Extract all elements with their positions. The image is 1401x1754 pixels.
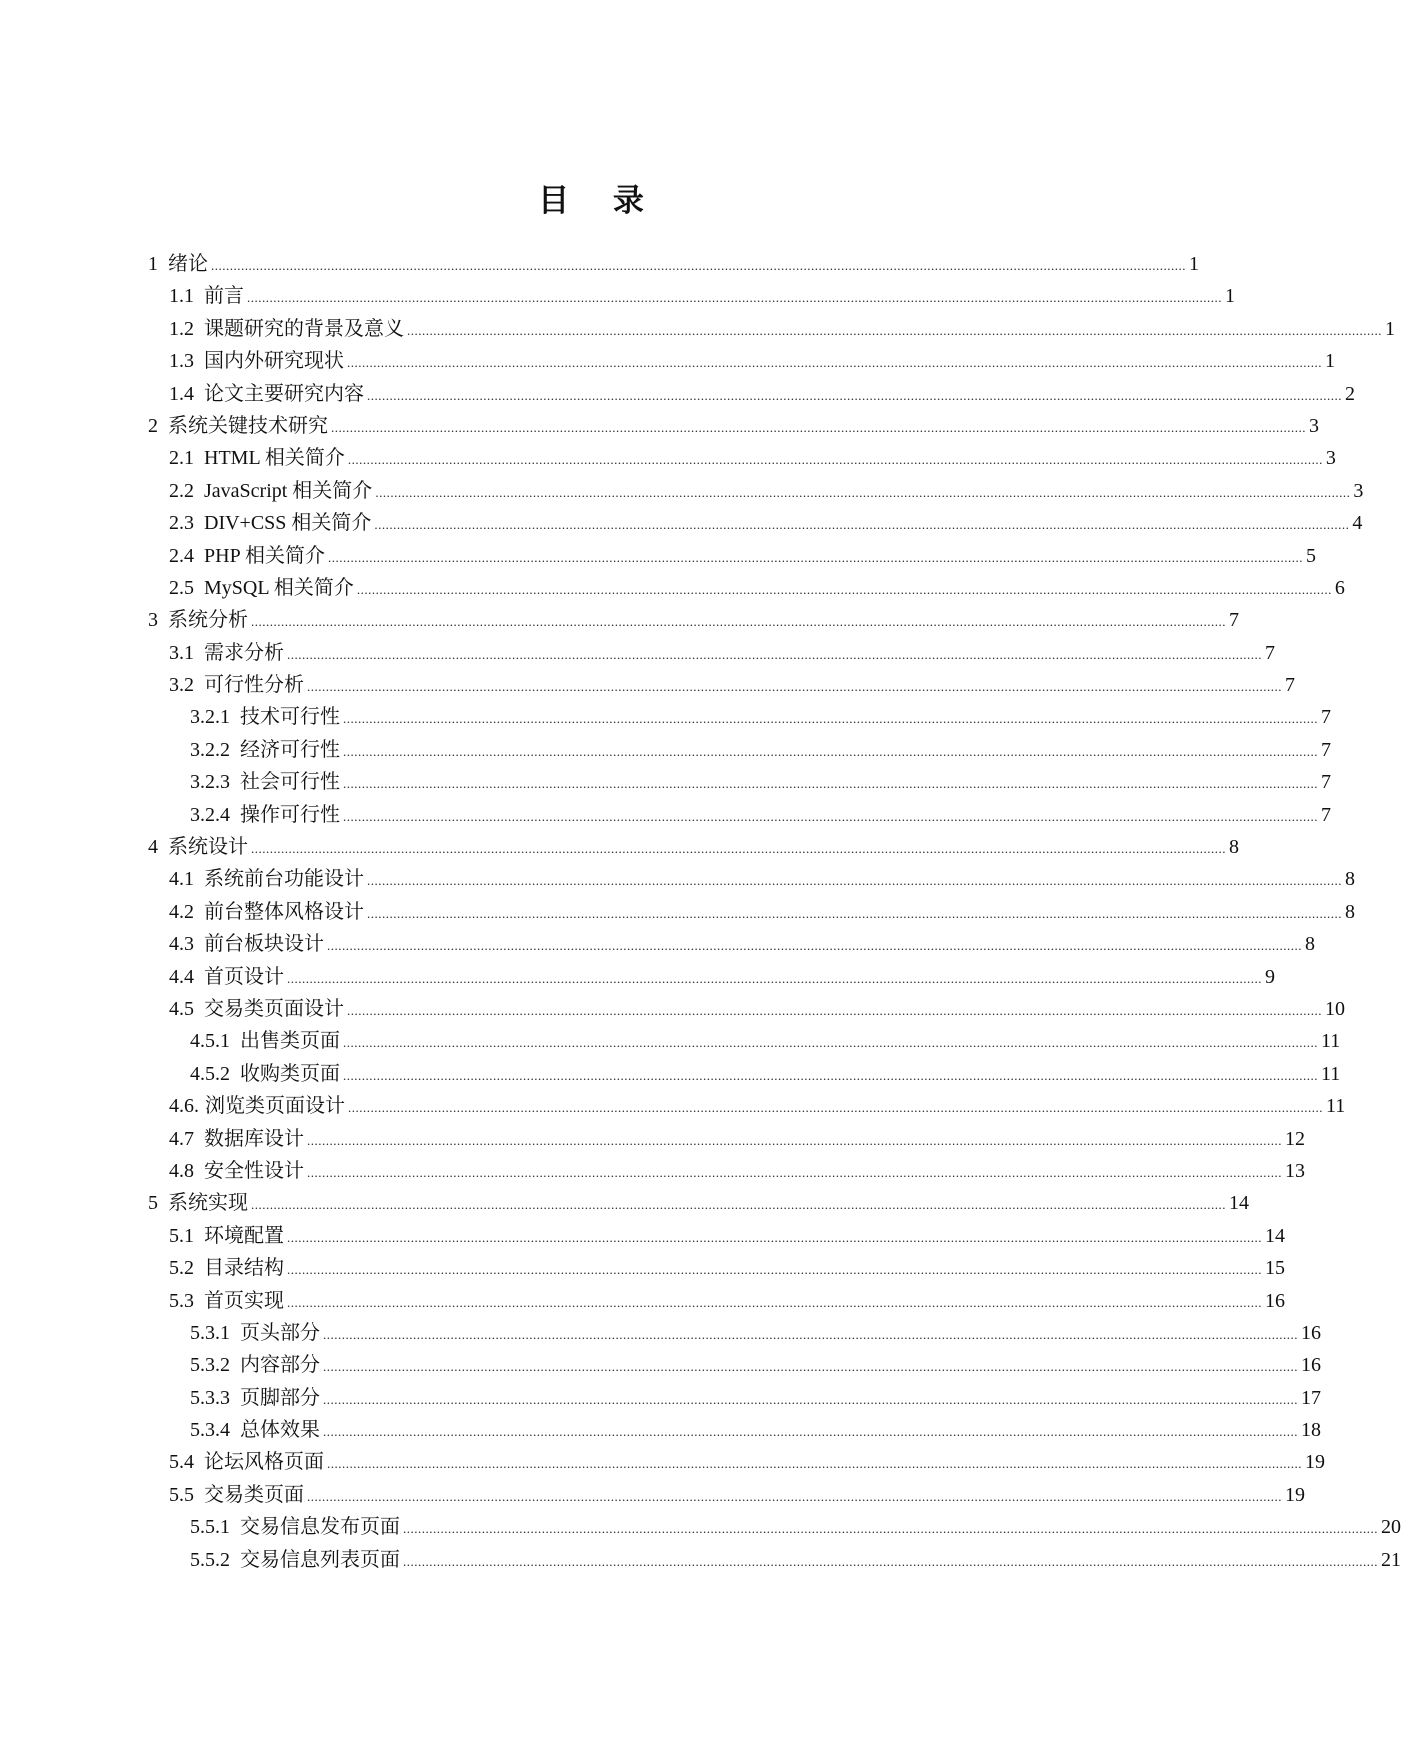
toc-entry[interactable]: [148, 669, 1295, 701]
toc-entry-number: 4: [148, 836, 158, 859]
toc-entry-title: PHP 相关简介: [204, 544, 325, 567]
toc-entry-page-number: 18: [1301, 1419, 1321, 1442]
toc-entry-number: 4.7: [169, 1127, 194, 1150]
dot-leader: ....................................................................................................................................................................................................................................................................: [327, 549, 1303, 565]
toc-entry-number: 2.1: [169, 447, 194, 470]
dot-leader: ....................................................................................................................................................................................................................................................................: [343, 743, 1318, 759]
toc-entry[interactable]: [148, 896, 1355, 928]
toc-entry-number: 5.5: [169, 1483, 194, 1506]
dot-leader: ....................................................................................................................................................................................................................................................................: [307, 1164, 1282, 1180]
toc-entry[interactable]: [148, 475, 1364, 507]
toc-entry-number: 5: [148, 1192, 158, 1215]
dot-leader: ....................................................................................................................................................................................................................................................................: [374, 517, 1350, 533]
toc-entry-title: 交易信息列表页面: [240, 1548, 400, 1571]
toc-entry-page-number: 1: [1189, 253, 1199, 275]
toc-entry-number: 1.4: [169, 382, 194, 405]
dot-leader: ....................................................................................................................................................................................................................................................................: [347, 452, 1323, 468]
toc-entry-title: 交易类页面: [204, 1483, 304, 1506]
toc-entry-number: 2.2: [169, 479, 194, 502]
dot-leader: ....................................................................................................................................................................................................................................................................: [343, 1035, 1318, 1051]
dot-leader: ....................................................................................................................................................................................................................................................................: [347, 355, 1322, 371]
dot-leader: ....................................................................................................................................................................................................................................................................: [251, 614, 1226, 630]
toc-entry-page-number: 2: [1345, 382, 1355, 405]
dot-leader: ....................................................................................................................................................................................................................................................................: [211, 258, 1186, 273]
dot-leader: ....................................................................................................................................................................................................................................................................: [343, 1067, 1318, 1083]
toc-entry-number: 3.2.4: [190, 803, 230, 826]
dot-leader: ....................................................................................................................................................................................................................................................................: [327, 1456, 1302, 1472]
dot-leader: ....................................................................................................................................................................................................................................................................: [287, 1229, 1262, 1245]
toc-entry-title: 前台板块设计: [204, 933, 324, 956]
toc-entry[interactable]: [148, 961, 1275, 993]
toc-entry[interactable]: [148, 1382, 1321, 1414]
dot-leader: ....................................................................................................................................................................................................................................................................: [287, 970, 1262, 986]
dot-leader: ....................................................................................................................................................................................................................................................................: [343, 808, 1318, 824]
toc-entry[interactable]: [148, 507, 1363, 539]
toc-entry-page-number: 11: [1321, 1062, 1341, 1085]
toc-entry-page-number: 1: [1325, 350, 1335, 373]
toc-entry-title: 首页设计: [204, 965, 284, 988]
toc-entry-number: 4.5.2: [190, 1062, 230, 1085]
toc-entry-page-number: 7: [1321, 706, 1331, 729]
dot-leader: ....................................................................................................................................................................................................................................................................: [367, 387, 1342, 403]
toc-entry[interactable]: [148, 928, 1315, 960]
toc-entry-number: 3: [148, 609, 158, 632]
toc-entry-page-number: 16: [1265, 1289, 1285, 1312]
toc-entry-page-number: 7: [1285, 674, 1295, 697]
toc-entry[interactable]: [148, 734, 1331, 766]
toc-entry-number: 3.1: [169, 641, 194, 664]
toc-entry-page-number: 7: [1265, 641, 1275, 664]
dot-leader: ....................................................................................................................................................................................................................................................................: [323, 1326, 1298, 1342]
dot-leader: ....................................................................................................................................................................................................................................................................: [367, 905, 1342, 921]
dot-leader: ....................................................................................................................................................................................................................................................................: [251, 1197, 1226, 1213]
toc-entry-number: 2: [148, 414, 158, 437]
dot-leader: ....................................................................................................................................................................................................................................................................: [251, 841, 1226, 857]
dot-leader: ....................................................................................................................................................................................................................................................................: [287, 1294, 1262, 1310]
toc-entry[interactable]: [148, 1414, 1321, 1446]
toc-entry-number: 4.4: [169, 965, 194, 988]
toc-entry[interactable]: [148, 1544, 1401, 1576]
toc-entry[interactable]: [148, 1155, 1305, 1187]
page-title: 目 录: [538, 182, 662, 218]
dot-leader: ....................................................................................................................................................................................................................................................................: [247, 290, 1222, 306]
dot-leader: ....................................................................................................................................................................................................................................................................: [323, 1359, 1298, 1375]
toc-entry[interactable]: [148, 540, 1316, 572]
toc-entry-page-number: 19: [1305, 1451, 1325, 1474]
dot-leader: ....................................................................................................................................................................................................................................................................: [287, 646, 1262, 662]
dot-leader: ....................................................................................................................................................................................................................................................................: [407, 322, 1382, 338]
toc-entry-title: 论文主要研究内容: [204, 382, 364, 405]
toc-entry-page-number: 1: [1385, 317, 1395, 340]
toc-entry-title: 交易类页面设计: [204, 997, 344, 1020]
toc-entry-page-number: 11: [1321, 1030, 1341, 1053]
toc-entry-title: 页头部分: [240, 1321, 320, 1344]
toc-entry-page-number: 6: [1334, 576, 1345, 599]
toc-entry-title: 数据库设计: [204, 1127, 304, 1150]
toc-entry-title: 系统分析: [168, 609, 248, 632]
toc-entry-page-number: 7: [1321, 738, 1331, 761]
dot-leader: ....................................................................................................................................................................................................................................................................: [343, 711, 1318, 727]
toc-entry[interactable]: [148, 766, 1331, 798]
toc-entry[interactable]: [148, 1090, 1346, 1122]
toc-entry-title: 前台整体风格设计: [204, 900, 364, 923]
toc-entry-title: 可行性分析: [204, 674, 304, 697]
toc-entry-number: 5.3.4: [190, 1419, 230, 1442]
toc-entry[interactable]: [148, 1025, 1341, 1057]
toc-entry-title: 系统关键技术研究: [168, 414, 328, 437]
toc-entry-page-number: 15: [1265, 1257, 1285, 1280]
dot-leader: ....................................................................................................................................................................................................................................................................: [287, 1262, 1262, 1278]
toc-entry-title: 需求分析: [204, 641, 284, 664]
toc-entry-number: 5.5.2: [190, 1548, 230, 1571]
toc-entry[interactable]: [148, 248, 1199, 280]
toc-entry-title: 绪论: [168, 253, 208, 275]
toc-entry-page-number: 12: [1285, 1127, 1305, 1150]
toc-entry-number: 4.5.1: [190, 1030, 230, 1053]
toc-entry-title: 目录结构: [204, 1257, 284, 1280]
toc-entry-page-number: 17: [1301, 1386, 1321, 1409]
toc-entry-number: 3.2.2: [190, 738, 230, 761]
toc-entry-title: JavaScript 相关简介: [204, 479, 373, 502]
toc-entry-page-number: 14: [1229, 1192, 1249, 1215]
dot-leader: ....................................................................................................................................................................................................................................................................: [403, 1521, 1378, 1537]
toc-entry-title: 总体效果: [240, 1419, 320, 1442]
toc-entry-title: 页脚部分: [240, 1386, 320, 1409]
dot-leader: ....................................................................................................................................................................................................................................................................: [343, 776, 1318, 792]
toc-entry[interactable]: [148, 1058, 1341, 1090]
dot-leader: ....................................................................................................................................................................................................................................................................: [403, 1553, 1378, 1569]
toc-entry[interactable]: [148, 378, 1355, 410]
toc-entry-number: 5.3.3: [190, 1386, 230, 1409]
toc-entry[interactable]: [148, 799, 1331, 831]
toc-entry[interactable]: [148, 1511, 1401, 1543]
toc-entry-number: 5.3.1: [190, 1321, 230, 1344]
toc-entry-title: DIV+CSS 相关简介: [204, 512, 372, 535]
toc-entry[interactable]: [148, 993, 1345, 1025]
dot-leader: ....................................................................................................................................................................................................................................................................: [323, 1424, 1298, 1440]
toc-entry-number: 1.3: [169, 350, 194, 373]
toc-entry[interactable]: [148, 1479, 1305, 1511]
toc-entry-number: 5.3.2: [190, 1354, 230, 1377]
toc-entry-title: 收购类页面: [240, 1062, 340, 1085]
toc-entry-number: 5.5.1: [190, 1516, 230, 1539]
toc-entry[interactable]: [148, 637, 1275, 669]
toc-entry-number: 4.3: [169, 933, 194, 956]
toc-entry[interactable]: [148, 280, 1235, 312]
toc-entry-title: 操作可行性: [240, 803, 340, 826]
toc-entry-title: 交易信息发布页面: [240, 1516, 400, 1539]
dot-leader: ....................................................................................................................................................................................................................................................................: [307, 1132, 1282, 1148]
toc-entry-page-number: 5: [1305, 544, 1316, 567]
toc-entry-title: HTML 相关简介: [204, 447, 345, 470]
toc-entry-page-number: 3: [1325, 447, 1336, 470]
toc-entry-title: 出售类页面: [240, 1030, 340, 1053]
toc-entry-title: 系统实现: [168, 1192, 248, 1215]
dot-leader: ....................................................................................................................................................................................................................................................................: [331, 419, 1306, 435]
toc-entry[interactable]: [148, 313, 1395, 345]
toc-entry[interactable]: [148, 831, 1239, 863]
toc-entry[interactable]: [148, 1220, 1285, 1252]
toc-entry[interactable]: [148, 345, 1335, 377]
toc-entry-page-number: 8: [1345, 868, 1355, 891]
toc-entry-number: 3.2.1: [190, 706, 230, 729]
toc-entry[interactable]: [148, 1252, 1285, 1284]
toc-entry-number: 1.1: [169, 285, 194, 308]
toc-entry-page-number: 13: [1285, 1159, 1305, 1182]
toc-entry[interactable]: [148, 442, 1336, 474]
toc-entry-title: 系统设计: [168, 836, 248, 859]
toc-entry-page-number: 16: [1301, 1354, 1321, 1377]
dot-leader: ....................................................................................................................................................................................................................................................................: [307, 1488, 1282, 1504]
dot-leader: ....................................................................................................................................................................................................................................................................: [327, 938, 1302, 954]
toc-entry-number: 4.1: [169, 868, 194, 891]
toc-entry-number: 3.2: [169, 674, 194, 697]
toc-entry-title: 系统前台功能设计: [204, 868, 364, 891]
toc-entry-page-number: 10: [1325, 997, 1345, 1020]
toc-entry-title: 经济可行性: [240, 738, 340, 761]
toc-entry-number: 1: [148, 253, 158, 275]
toc-entry-number: 5.4: [169, 1451, 194, 1474]
toc-entry-number: 5.3: [169, 1289, 194, 1312]
toc-entry-page-number: 9: [1265, 965, 1275, 988]
toc-entry[interactable]: [148, 1123, 1305, 1155]
toc-entry-page-number: 21: [1381, 1548, 1401, 1571]
toc-entry-title: 前言: [204, 285, 244, 308]
toc-entry-number: 4.5: [169, 997, 194, 1020]
toc-entry-number: 2.5: [169, 576, 194, 599]
toc-entry-page-number: 11: [1326, 1095, 1346, 1118]
table-of-contents: [148, 248, 1401, 1576]
toc-entry-page-number: 8: [1345, 900, 1355, 923]
toc-entry-number: 1.2: [169, 317, 194, 340]
toc-entry[interactable]: [148, 604, 1239, 636]
toc-entry-page-number: 7: [1321, 803, 1331, 826]
toc-entry-number: 4.8: [169, 1159, 194, 1182]
dot-leader: ....................................................................................................................................................................................................................................................................: [347, 1002, 1322, 1018]
toc-entry-title: 浏览类页面设计: [205, 1095, 345, 1118]
toc-entry-page-number: 7: [1229, 609, 1239, 632]
dot-leader: ....................................................................................................................................................................................................................................................................: [348, 1100, 1323, 1116]
toc-entry-title: MySQL 相关简介: [204, 576, 354, 599]
toc-entry-number: 3.2.3: [190, 771, 230, 794]
dot-leader: ....................................................................................................................................................................................................................................................................: [323, 1391, 1298, 1407]
toc-entry-number: 2.3: [169, 512, 194, 535]
toc-entry-number: 5.1: [169, 1224, 194, 1247]
toc-entry[interactable]: [148, 1317, 1321, 1349]
toc-entry[interactable]: [148, 1285, 1285, 1317]
toc-entry-page-number: 4: [1352, 512, 1363, 535]
toc-entry-title: 内容部分: [240, 1354, 320, 1377]
dot-leader: ....................................................................................................................................................................................................................................................................: [307, 679, 1282, 695]
toc-entry-page-number: 8: [1229, 836, 1239, 859]
toc-entry-page-number: 3: [1353, 479, 1364, 502]
toc-entry[interactable]: [148, 701, 1331, 733]
toc-entry-title: 课题研究的背景及意义: [204, 317, 404, 340]
toc-entry-page-number: 3: [1309, 414, 1319, 437]
toc-entry-title: 国内外研究现状: [204, 350, 344, 373]
toc-entry-page-number: 1: [1225, 285, 1235, 308]
dot-leader: ....................................................................................................................................................................................................................................................................: [356, 581, 1332, 597]
toc-entry-number: 2.4: [169, 544, 194, 567]
toc-entry-page-number: 19: [1285, 1483, 1305, 1506]
toc-entry-number: 4.2: [169, 900, 194, 923]
toc-entry-page-number: 16: [1301, 1321, 1321, 1344]
toc-entry-title: 论坛风格页面: [204, 1451, 324, 1474]
toc-entry-page-number: 20: [1381, 1516, 1401, 1539]
toc-entry[interactable]: [148, 410, 1319, 442]
dot-leader: ....................................................................................................................................................................................................................................................................: [367, 873, 1342, 889]
toc-entry[interactable]: [148, 1187, 1249, 1219]
dot-leader: ....................................................................................................................................................................................................................................................................: [375, 484, 1351, 500]
toc-entry[interactable]: [148, 572, 1345, 604]
toc-entry-title: 首页实现: [204, 1289, 284, 1312]
toc-entry-number: 5.2: [169, 1257, 194, 1280]
toc-entry-page-number: 8: [1305, 933, 1315, 956]
toc-entry-title: 社会可行性: [240, 771, 340, 794]
toc-entry-page-number: 7: [1321, 771, 1331, 794]
toc-entry-page-number: 14: [1265, 1224, 1285, 1247]
toc-entry-title: 技术可行性: [240, 706, 340, 729]
toc-entry-title: 安全性设计: [204, 1159, 304, 1182]
toc-entry[interactable]: [148, 1446, 1325, 1478]
toc-entry[interactable]: [148, 1349, 1321, 1381]
toc-entry[interactable]: [148, 863, 1355, 895]
toc-entry-title: 环境配置: [204, 1224, 284, 1247]
toc-entry-number: 4.6.: [169, 1095, 199, 1118]
